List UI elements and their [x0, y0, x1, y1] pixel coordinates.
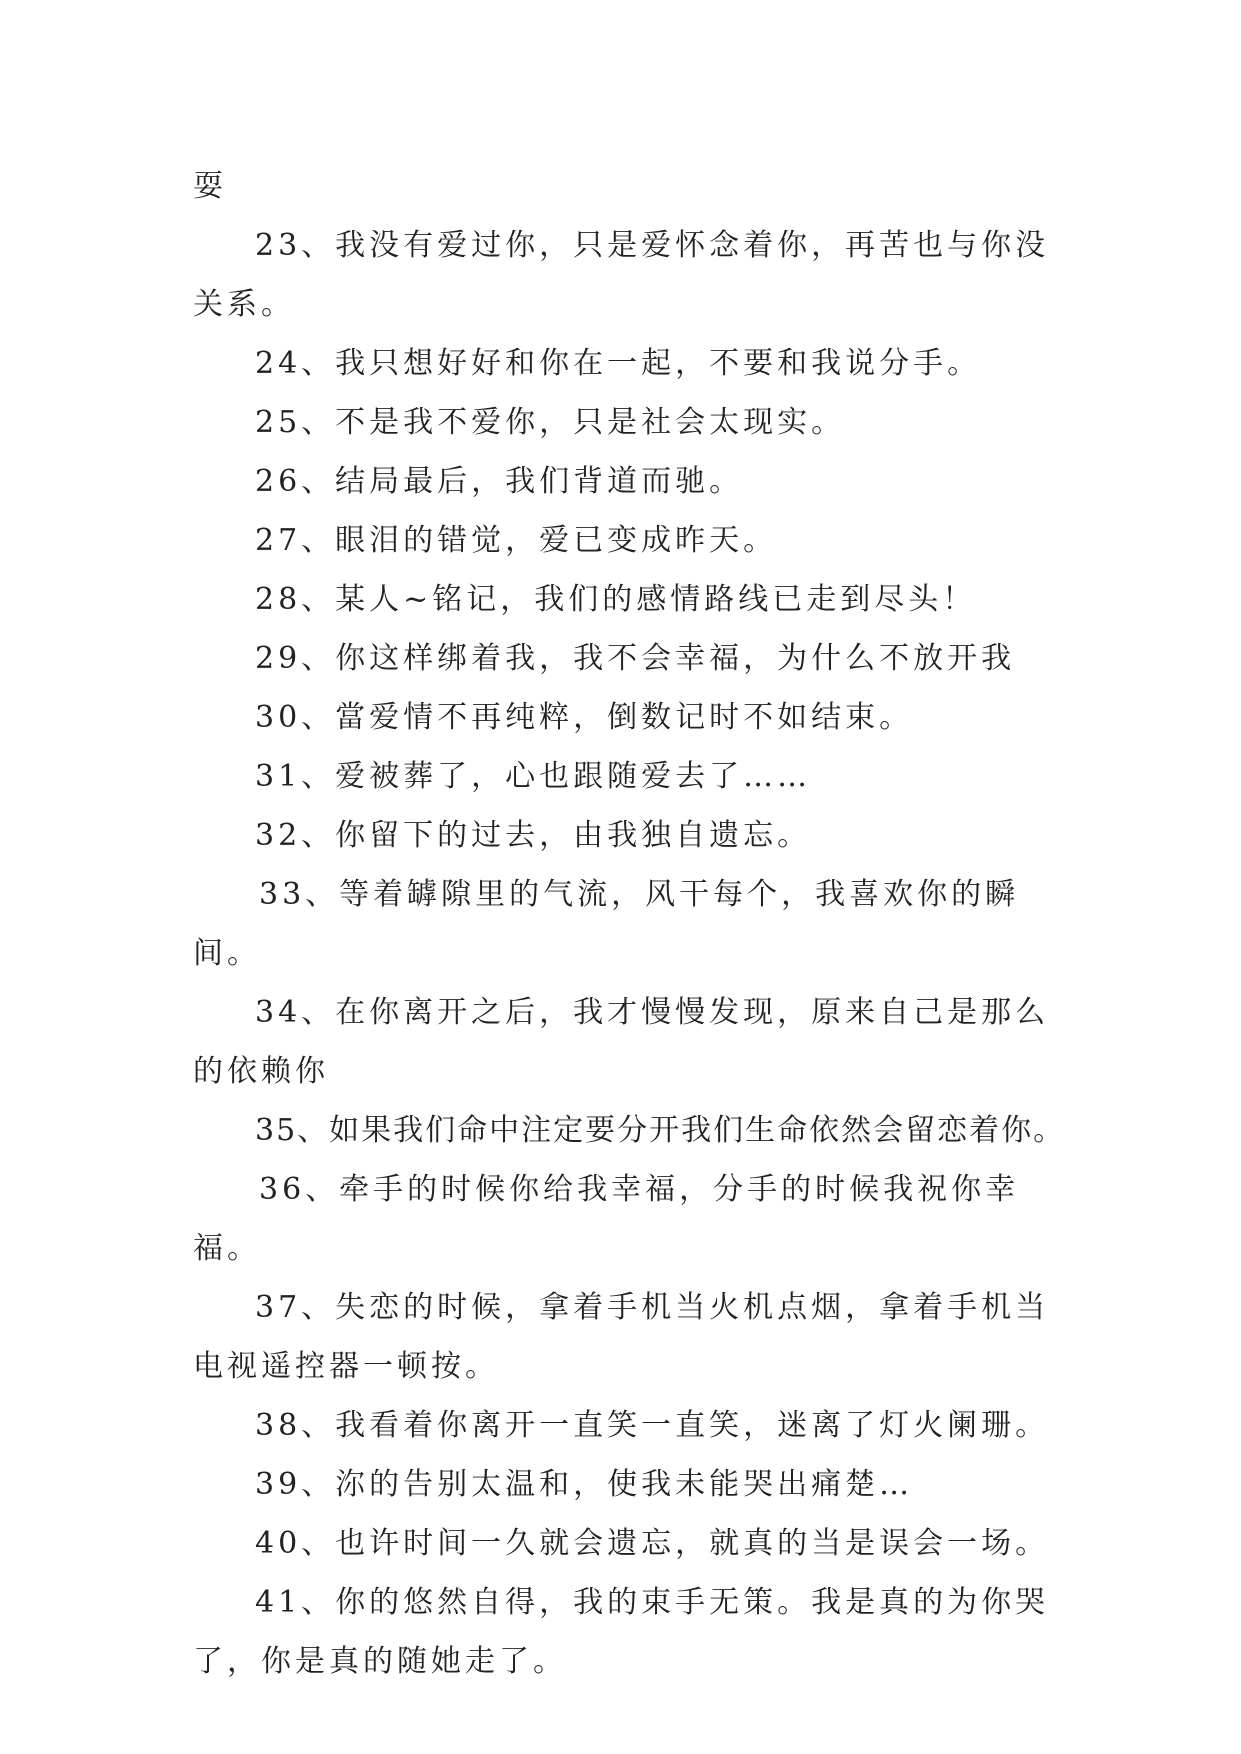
paragraph-fragment: 耍 [193, 169, 227, 204]
paragraph-25: 25、不是我不爱你，只是社会太现实。 [255, 405, 846, 440]
paragraph-27: 27、眼泪的错觉，爱已变成昨天。 [255, 523, 778, 558]
paragraph-24: 24、我只想好好和你在一起，不要和我说分手。 [255, 346, 982, 381]
paragraph-29: 29、你这样绑着我，我不会幸福，为什么不放开我 [255, 641, 1016, 676]
paragraph-32: 32、你留下的过去，由我独自遗忘。 [255, 818, 812, 853]
paragraph-34: 34、在你离开之后，我才慢慢发现，原来自己是那么的依赖你 [193, 995, 1050, 1089]
paragraph-41: 41、你的悠然自得，我的束手无策。我是真的为你哭了，你是真的随她走了。 [193, 1585, 1050, 1679]
paragraph-40: 40、也许时间一久就会遗忘，就真的当是误会一场。 [255, 1526, 1050, 1561]
paragraph-33: 33、等着罅隙里的气流，风干每个，我喜欢你的瞬间。 [193, 877, 1020, 971]
paragraph-26: 26、结局最后，我们背道而驰。 [255, 464, 744, 499]
paragraph-36: 36、牵手的时候你给我幸福，分手的时候我祝你幸福。 [193, 1172, 1020, 1266]
paragraph-35: 35、如果我们命中注定要分开我们生命依然会留恋着你。 [255, 1113, 1066, 1148]
document-body [193, 157, 1073, 1691]
paragraph-39: 39、沵的告别太温和，使我未能哭出痛楚… [255, 1467, 914, 1502]
paragraph-30: 30、當爱情不再纯粹，倒数记时不如结束。 [255, 700, 914, 735]
paragraph-37: 37、失恋的时候，拿着手机当火机点烟，拿着手机当电视遥控器一顿按。 [193, 1290, 1050, 1384]
paragraph-28: 28、某人~铭记，我们的感情路线已走到尽头！ [255, 582, 977, 617]
paragraph-38: 38、我看着你离开一直笑一直笑，迷离了灯火阑珊。 [255, 1408, 1050, 1443]
paragraph-23: 23、我没有爱过你，只是爱怀念着你，再苦也与你没关系。 [193, 228, 1050, 322]
paragraph-31: 31、爱被葬了，心也跟随爱去了…… [255, 759, 812, 794]
